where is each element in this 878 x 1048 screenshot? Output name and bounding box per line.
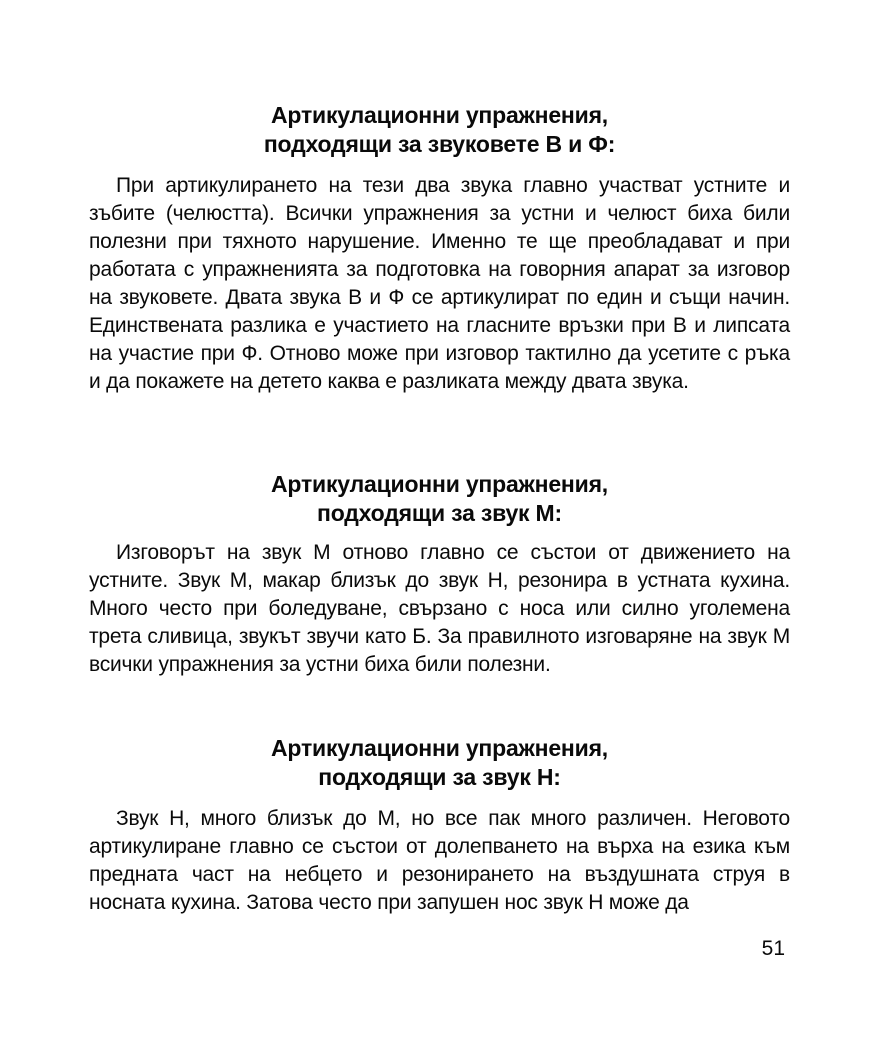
- section-heading-m: [89, 470, 790, 528]
- paragraph-m: Изговорът на звук М отново главно се състои от движението на устните. Звук М, макар близък до звук Н, резонира в устната кухина. Много често при боледуване, свързано с носа или силно уголемена трета сливица, звукът звучи като Б. За правилното изговаряне на звук М всички упражнения за устни биха били полезни.: [89, 541, 790, 676]
- section-heading-line1: Артикулационни упражнения,: [271, 102, 608, 128]
- section-heading-line2: подходящи за звук Н:: [318, 764, 561, 790]
- page-number: 51: [761, 937, 785, 960]
- paragraph-n: Звук Н, много близък до М, но все пак много различен. Неговото артикулиране главно се състои от долепването на върха на езика към предната част на небцето и резонирането на въздушната струя в носната кухина. Затова често при запушен нос звук Н може да: [89, 807, 790, 914]
- section-heading-v-f: [89, 101, 790, 159]
- section-heading-n: [89, 734, 790, 792]
- section-heading-line1: Артикулационни упражнения,: [271, 471, 608, 497]
- section-heading-line2: подходящи за звук М:: [317, 500, 562, 526]
- paragraph-v-f: При артикулирането на тези два звука главно участват устните и зъбите (челюстта). Всички упражнения за устни и челюст биха били полезни при тяхното нарушение. Именно те ще преобладават и при работата с упражненията за подготовка на говорния апарат за изговор на звуковете. Двата звука В и Ф се артикулират по един и същи начин. Единствената разлика е участието на гласните връзки при В и липсата на участие при Ф. Отново може при изговор тактилно да усетите с ръка и да покажете на детето каква е разликата между двата звука.: [89, 174, 790, 393]
- section-heading-line1: Артикулационни упражнения,: [271, 735, 608, 761]
- section-heading-line2: подходящи за звуковете В и Ф:: [263, 131, 616, 157]
